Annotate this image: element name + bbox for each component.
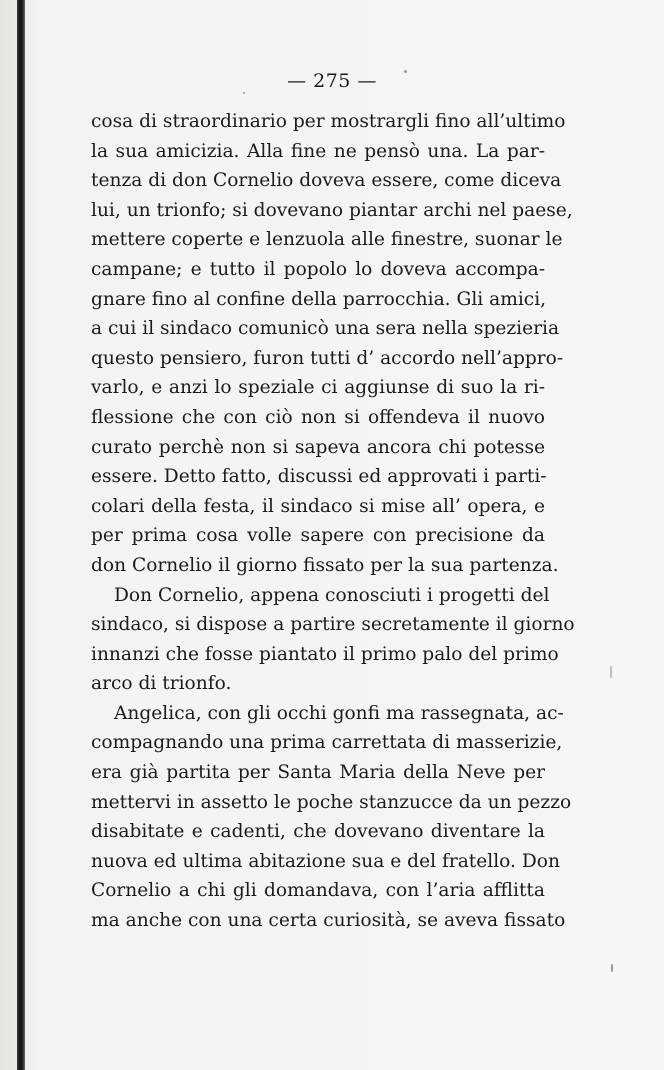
- body-text: [91, 107, 575, 936]
- text-line: Angelica, con gli occhi gonfi ma rassegnata, ac-: [114, 702, 564, 724]
- text-line: don Cornelio il giorno fissato per la sua partenza.: [91, 554, 559, 576]
- binding-shadow: [17, 0, 25, 1070]
- paragraph-2: [91, 581, 575, 699]
- text-line: flessione che con ciò non si offendeva il nuovo: [91, 406, 545, 428]
- scan-speck: [243, 92, 245, 94]
- text-line: disabitate e cadenti, che dovevano diventare la: [91, 821, 545, 843]
- page-number-header: — 275 —: [287, 70, 377, 92]
- scan-speck: [611, 964, 613, 972]
- text-line: curato perchè non si sapeva ancora chi potesse: [91, 436, 545, 458]
- text-line: tenza di don Cornelio doveva essere, come diceva: [91, 170, 562, 192]
- text-line: arco di trionfo.: [91, 673, 232, 695]
- text-line: lui, un trionfo; si dovevano piantar archi nel paese,: [91, 199, 573, 221]
- text-line: innanzi che fosse piantato il primo palo del primo: [91, 643, 559, 665]
- text-line: gnare fino al confine della parrocchia. Gli amici,: [91, 288, 547, 310]
- text-line: essere. Detto fatto, discussi ed approvati i parti-: [91, 466, 547, 488]
- paragraph-1: [91, 107, 573, 581]
- text-line: Cornelio a chi gli domandava, con l’aria afflitta: [91, 880, 545, 902]
- text-line: a cui il sindaco comunicò una sera nella spezieria: [91, 318, 560, 340]
- text-line: sindaco, si dispose a partire secretamente il giorno: [91, 614, 575, 636]
- text-line: colari della festa, il sindaco si mise all’ opera, e: [91, 495, 545, 517]
- scan-speck: [404, 70, 407, 73]
- text-line: Don Cornelio, appena conosciuti i progetti del: [114, 584, 550, 606]
- text-line: campane; e tutto il popolo lo doveva accompa-: [91, 258, 545, 280]
- text-line: ma anche con una certa curiosità, se aveva fissato: [91, 910, 566, 932]
- text-line: era già partita per Santa Maria della Neve per: [91, 762, 545, 784]
- paragraph-3: [91, 699, 572, 936]
- text-line: compagnando una prima carrettata di masserizie,: [91, 732, 563, 754]
- text-line: mettere coperte e lenzuola alle finestre, suonar le: [91, 229, 563, 251]
- text-line: per prima cosa volle sapere con precisione da: [91, 525, 545, 547]
- text-line: la sua amicizia. Alla fine ne pensò una. La par-: [91, 140, 545, 162]
- text-line: nuova ed ultima abitazione sua e del fratello. Don: [91, 850, 560, 872]
- text-line: cosa di straordinario per mostrargli fino all’ultimo: [91, 111, 566, 132]
- text-line: questo pensiero, furon tutti d’ accordo nell’appro-: [91, 347, 564, 369]
- scan-speck: [610, 666, 612, 678]
- text-line: varlo, e anzi lo speziale ci aggiunse di suo la ri-: [91, 377, 545, 399]
- text-line: mettervi in assetto le poche stanzucce da un pezzo: [91, 791, 572, 813]
